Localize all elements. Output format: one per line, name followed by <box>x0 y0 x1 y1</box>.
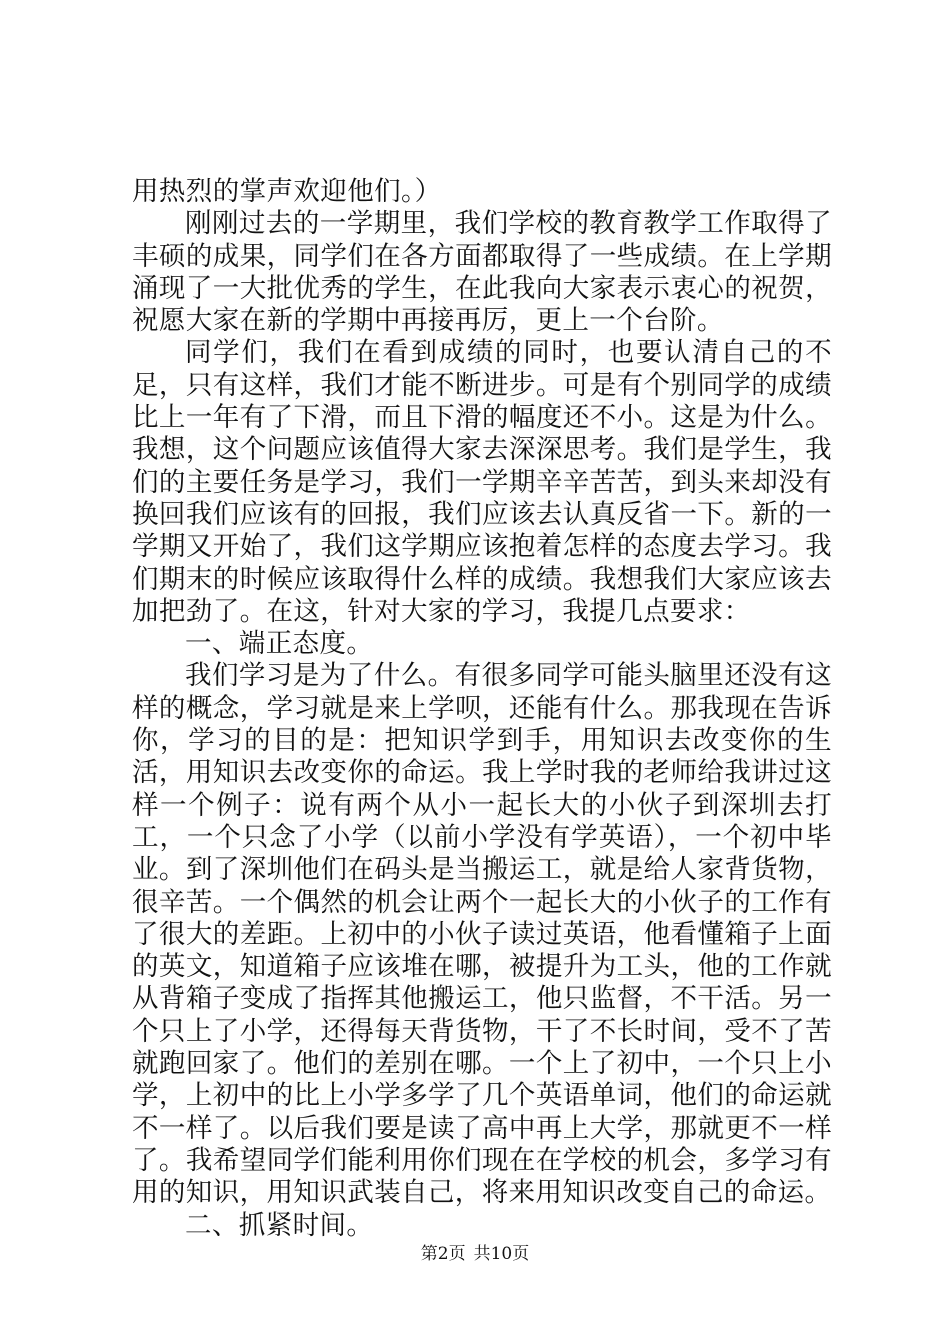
paragraph-continuation: 用热烈的掌声欢迎他们。） <box>132 176 442 207</box>
paragraph-reflection: 同学们，我们在看到成绩的同时，也要认清自己的不足，只有这样，我们才能不断进步。可是有个别同学的成绩比上一年有了下滑，而且下滑的幅度还不小。这是为什么。我想，这个问题应该值得大家去深深思考。我们是学生，我们的主要任务是学习，我们一学期辛辛苦苦，到头来却没有换回我们应该有的回报，我们应该去认真反省一下。新的一学期又开始了，我们这学期应该抱着怎样的态度去学习。我们期末的时候应该取得什么样的成绩。我想我们大家应该去加把劲了。在这，针对大家的学习，我提几点要求： <box>132 337 832 627</box>
page-footer <box>0 1244 950 1264</box>
heading-point-two: 二、抓紧时间。 <box>185 1209 374 1241</box>
document-body <box>132 176 832 1242</box>
page-total: 共10页 <box>473 1244 530 1264</box>
heading-point-one: 一、端正态度。 <box>185 628 374 660</box>
page-number: 第2页 <box>420 1244 466 1264</box>
paragraph-purpose-of-study: 我们学习是为了什么。有很多同学可能头脑里还没有这样的概念，学习就是来上学呗，还能有什么。那我现在告诉你，学习的目的是：把知识学到手，用知识去改变你的生活，用知识去改变你的命运。我上学时我的老师给我讲过这样一个例子：说有两个从小一起长大的小伙子到深圳去打工，一个只念了小学（以前小学没有学英语），一个初中毕业。到了深圳他们在码头是当搬运工，就是给人家背货物，很辛苦。一个偶然的机会让两个一起长大的小伙子的工作有了很大的差距。上初中的小伙子读过英语，他看懂箱子上面的英文，知道箱子应该堆在哪，被提升为工头，他的工作就从背箱子变成了指挥其他搬运工，他只监督，不干活。另一个只上了小学，还得每天背货物，干了不长时间，受不了苦就跑回家了。他们的差别在哪。一个上了初中，一个只上小学，上初中的比上小学多学了几个英语单词，他们的命运就不一样了。以后我们要是读了高中再上大学，那就更不一样了。我希望同学们能利用你们现在在学校的机会，多学习有用的知识，用知识武装自己，将来用知识改变自己的命运。 <box>132 660 832 1209</box>
paragraph-achievements: 刚刚过去的一学期里，我们学校的教育教学工作取得了丰硕的成果，同学们在各方面都取得了一些成绩。在上学期涌现了一大批优秀的学生，在此我向大家表示衷心的祝贺，祝愿大家在新的学期中再接再厉，更上一个台阶。 <box>132 208 832 337</box>
